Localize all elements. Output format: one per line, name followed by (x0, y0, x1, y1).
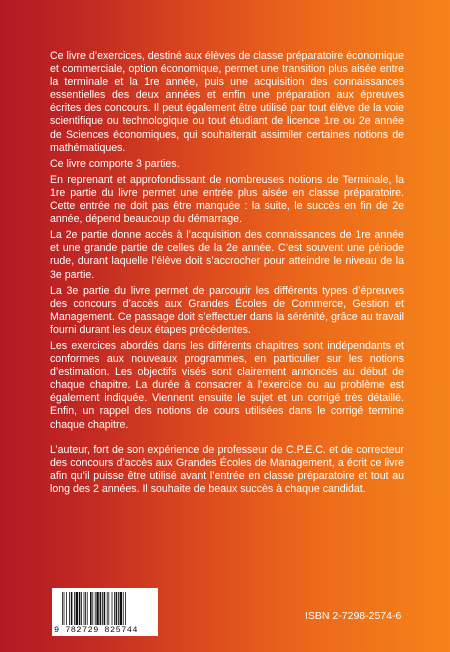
barcode-bar (108, 592, 109, 625)
blurb-text (50, 50, 404, 499)
barcode-digits: 9 782729 825744 (54, 625, 139, 635)
barcode (52, 588, 158, 636)
barcode-bar (112, 592, 113, 625)
barcode-bar (120, 592, 122, 625)
barcode-bar (114, 592, 115, 625)
barcode-bar (125, 592, 126, 625)
barcode-bar (71, 592, 73, 625)
barcode-bar (66, 592, 67, 625)
paragraph-author: L’auteur, fort de son expérience de professeur de C.P.E.C. et de correcteur des concours d’accès aux Grandes Écoles de Management, a écrit ce livre afin qu’il puisse être utilisé avant l’entrée en classe préparatoire et tout au long des 2 années. Il souhaite de beaux succès à chaque candidat. (50, 443, 404, 495)
paragraph-parts: Ce livre comporte 3 parties. (50, 157, 180, 170)
barcode-bar (100, 592, 102, 625)
barcode-bar (102, 592, 103, 625)
barcode-bar (74, 592, 75, 625)
paragraph-part-2: La 2e partie donne accès à l’acquisition des connaissances de 1re année et une grande partie de celles de la 2e année. C’est souvent une période rude, durant laquelle l’élève doit s’accrocher pour atteindre le niveau de la 3e partie. (50, 229, 404, 281)
barcode-bar (116, 592, 118, 625)
barcode-bar (69, 592, 70, 625)
paragraph-exercises: Les exercices abordés dans les différents chapitres sont indépendants et conformes aux nouveaux programmes, en particulier sur les notions d’estimation. Les objectifs visés sont clairement annoncés au début de chaque chapitre. La durée à consacrer à l’exercice ou au problème est également indiquée. Viennent ensuite le sujet et un corrigé très détaillé. Enfin, un rappel des notions de cours utilisées dans le corrigé termine chaque chapitre. (50, 339, 404, 431)
barcode-bars (62, 592, 152, 625)
barcode-bar (104, 592, 106, 625)
barcode-bar (123, 592, 124, 625)
barcode-bar (87, 592, 88, 625)
barcode-bar (118, 592, 119, 625)
paragraph-part-3: La 3e partie du livre permet de parcourir les différents types d’épreuves des concours d’accès aux Grandes Écoles de Commerce, Gestion et Management. Ce passage doit s’effectuer dans la sérénité, grâce au travail fourni durant les deux étapes précédentes. (50, 284, 404, 336)
barcode-bar (79, 592, 81, 625)
barcode-bar (92, 592, 93, 625)
barcode-bar (95, 592, 96, 625)
barcode-bar (90, 592, 92, 625)
barcode-bar (107, 592, 108, 625)
barcode-bar (81, 592, 82, 625)
barcode-bar (85, 592, 86, 625)
barcode-bar (96, 592, 98, 625)
paragraph-intro: Ce livre d’exercices, destiné aux élèves de classe préparatoire économique et commerciale, option économique, permet une transition plus aisée entre la terminale et la 1re année, puis une acquisition des connaissances essentielles des deux années et enfin une préparation aux épreuves écrites des concours. Il peut également être utilisé par tout élève de la voie scientifique ou technologique ou tout étudiant de licence 1re ou 2e année de Sciences économiques, qui souhaiterait assimiler certaines notions de mathématiques. (50, 50, 404, 154)
paragraph-part-1: En reprenant et approfondissant de nombreuses notions de Terminale, la 1re partie du livre permet une entrée plus aisée en classe préparatoire. Cette entrée ne doit pas être manquée : la suite, le succès en fin de 2e année, dépend beaucoup du démarrage. (50, 173, 404, 226)
barcode-bar (76, 592, 78, 625)
barcode-bar (62, 592, 63, 625)
barcode-bar (84, 592, 85, 625)
isbn-label: ISBN 2-7298-2574-6 (305, 610, 402, 622)
barcode-bar (64, 592, 65, 625)
